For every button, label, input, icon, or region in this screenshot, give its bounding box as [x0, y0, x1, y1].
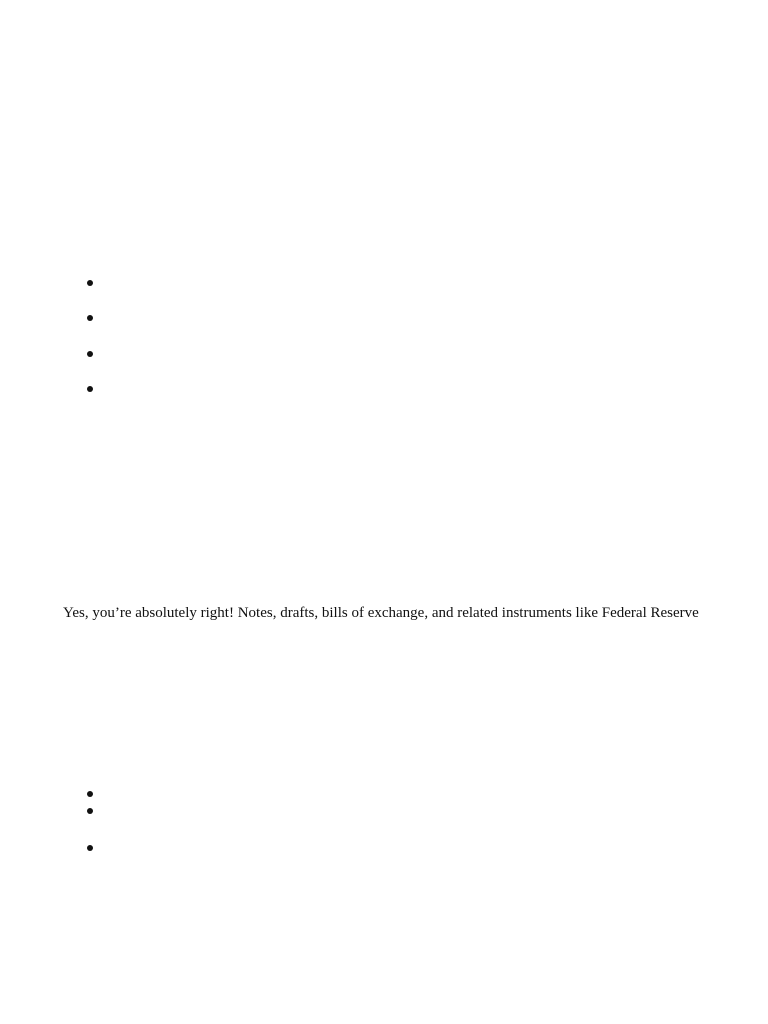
list-bullet	[87, 386, 93, 392]
list-bullet	[87, 845, 93, 851]
list-bullet	[87, 315, 93, 321]
body-paragraph: Yes, you’re absolutely right! Notes, drafts, bills of exchange, and related instruments like Federal Reserve	[63, 605, 699, 621]
list-bullet	[87, 280, 93, 286]
list-bullet	[87, 791, 93, 797]
list-bullet	[87, 808, 93, 814]
list-bullet	[87, 351, 93, 357]
